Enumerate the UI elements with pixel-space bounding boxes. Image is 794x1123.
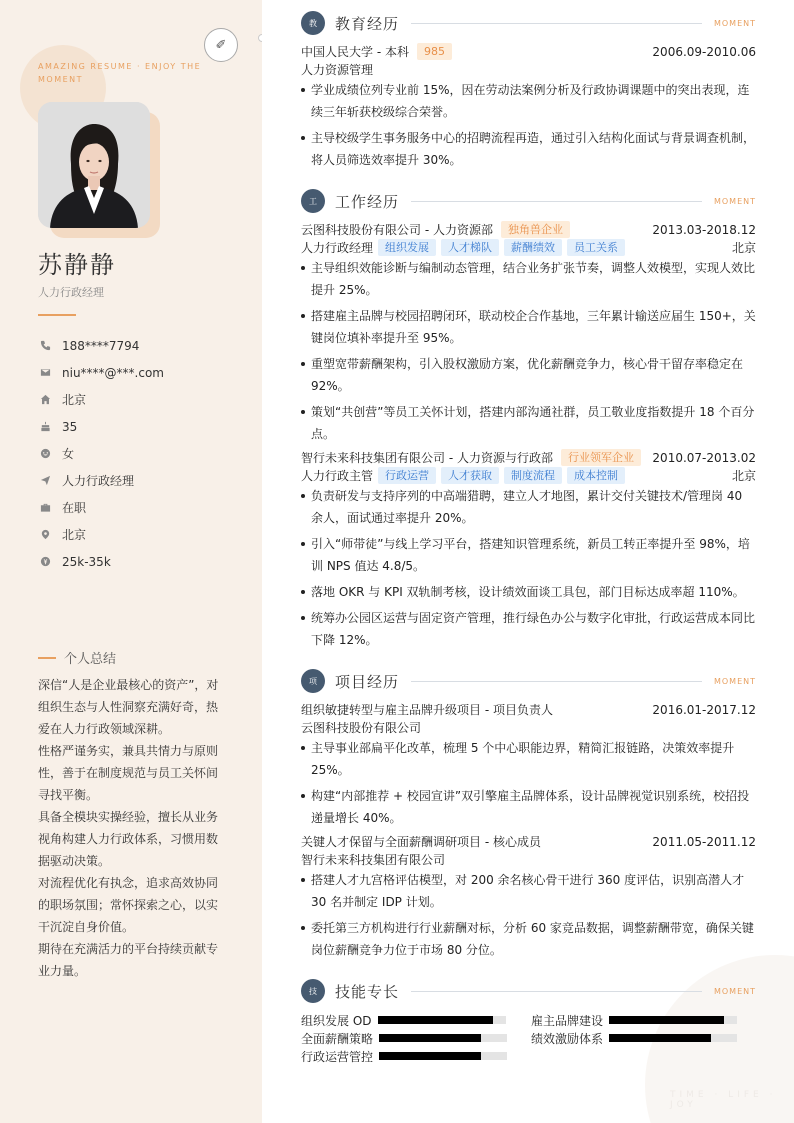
list-item: 主导校级学生事务服务中心的招聘流程再造，通过引入结构化面试与背景调查机制，将人员筛选效率提升 30%。 <box>301 127 756 171</box>
list-item: 搭建雇主品牌与校园招聘闭环，联动校企合作基地，三年累计输送应届生 150+，关键岗位填补率提升至 95%。 <box>301 305 756 349</box>
work-2-header-row <box>301 448 756 467</box>
section-title: 教育经历 <box>335 14 400 33</box>
summary-text <box>38 674 222 982</box>
info-residence <box>38 386 164 413</box>
skill-item <box>301 1011 506 1029</box>
education-date: 2006.09-2010.06 <box>652 44 756 59</box>
list-item: 负责研发与支持序列的中高端猎聘，建立人才地图，累计交付关键技术/管理岗 40 余人，面试通过率提升 20%。 <box>301 485 756 529</box>
project-date: 2011.05-2011.12 <box>652 834 756 849</box>
section-header-project <box>301 669 756 693</box>
accent-divider <box>38 314 76 316</box>
info-gender <box>38 440 164 467</box>
target-position: 人力行政经理 <box>62 474 135 488</box>
skill-tag: 行政运营 <box>378 467 436 484</box>
portrait-image <box>38 102 150 228</box>
avatar <box>38 102 150 228</box>
info-salary <box>38 548 164 575</box>
list-item: 搭建人才九宫格评估模型，对 200 余名核心骨干进行 360 度评估，识别高潜人才 30 名并制定 IDP 计划。 <box>301 869 756 913</box>
skill-name: 行政运营管控 <box>301 1049 374 1064</box>
candidate-name: 苏静静 <box>38 251 116 279</box>
school-tag: 985 <box>417 43 452 60</box>
skill-tag: 组织发展 <box>378 239 436 256</box>
list-item: 委托第三方机构进行行业薪酬对标，分析 60 家竞品数据，调整薪酬带宽，确保关键岗位薪酬竞争力位于市场 80 分位。 <box>301 917 756 961</box>
skill-name: 组织发展 OD <box>301 1013 372 1028</box>
project-1-company-row <box>301 718 756 737</box>
section-header-work <box>301 189 756 213</box>
summary-title: 个人总结 <box>64 652 117 667</box>
section-moment-label: MOMENT <box>713 196 756 206</box>
skill-level-fill <box>609 1034 711 1042</box>
skill-tag: 制度流程 <box>504 467 562 484</box>
education-major-row <box>301 60 756 79</box>
info-target-city <box>38 521 164 548</box>
summary-paragraph: 性格严谨务实，兼具共情力与原则性，善于在制度规范与员工关怀间寻找平衡。 <box>38 744 219 802</box>
employment-status: 在职 <box>62 501 87 515</box>
summary-paragraph: 深信“人是企业最核心的资产”，对组织生态与人性洞察充满好奇，热爱在人力行政领域深耕。 <box>38 678 219 736</box>
work-2-bullets <box>301 485 756 655</box>
project-company: 智行未来科技集团有限公司 <box>301 853 446 867</box>
major: 人力资源管理 <box>301 63 374 77</box>
skill-level-bar <box>609 1016 737 1024</box>
project-date: 2016.01-2017.12 <box>652 702 756 717</box>
list-item: 构建“内部推荐 + 校园宣讲”双引擎雇主品牌体系，设计品牌视觉识别系统，校招投递量增长 40%。 <box>301 785 756 829</box>
project-2-company-row <box>301 850 756 869</box>
age-value: 35 <box>62 419 78 434</box>
project-2-bullets <box>301 869 756 965</box>
skill-level-fill <box>379 1034 481 1042</box>
list-item: 引入“师带徒”与线上学习平台，搭建知识管理系统，新员工转正率提升至 98%，培训 NPS 值达 4.8/5。 <box>301 533 756 577</box>
target-city: 北京 <box>62 528 87 542</box>
skill-item <box>531 1029 737 1047</box>
section-divider <box>411 681 702 682</box>
skill-item <box>301 1047 507 1065</box>
summary-paragraph: 对流程优化有执念，追求高效协同的职场氛围；常怀探索之心，以实干沉淀自身价值。 <box>38 876 219 934</box>
project-2-header-row <box>301 832 756 851</box>
salary-icon <box>38 555 52 569</box>
phone-number: 188****7794 <box>62 338 140 353</box>
section-title: 工作经历 <box>335 192 400 211</box>
work-city: 北京 <box>731 241 756 255</box>
job-role: 人力行政主管 <box>301 469 374 483</box>
expected-salary: 25k-35k <box>62 554 111 569</box>
candidate-title: 人力行政经理 <box>38 286 104 299</box>
contact-info-list <box>38 332 164 575</box>
info-age <box>38 413 164 440</box>
work-1-role-row <box>301 238 756 257</box>
pen-logo-icon: ✐ <box>204 28 238 62</box>
work-date: 2013.03-2018.12 <box>652 222 756 237</box>
job-role: 人力行政经理 <box>301 241 374 255</box>
work-2-role-row <box>301 466 756 485</box>
list-item: 落地 OKR 与 KPI 双轨制考核，设计绩效面谈工具包，部门目标达成率超 110%。 <box>301 581 756 603</box>
home-icon <box>38 393 52 407</box>
project-1-header-row <box>301 700 756 719</box>
skill-tag: 员工关系 <box>567 239 625 256</box>
skill-level-bar <box>379 1052 507 1060</box>
summary-paragraph: 具备全模块实操经验，擅长从业务视角构建人力行政体系，习惯用数据驱动决策。 <box>38 810 219 868</box>
skill-level-fill <box>609 1016 724 1024</box>
education-bullets <box>301 79 756 175</box>
cake-icon <box>38 420 52 434</box>
skill-level-bar <box>609 1034 737 1042</box>
skill-name: 绩效激励体系 <box>531 1031 604 1046</box>
section-header-skills <box>301 979 756 1003</box>
info-target-position <box>38 467 164 494</box>
section-header-education <box>301 11 756 35</box>
info-email <box>38 359 164 386</box>
company-tag: 独角兽企业 <box>501 221 570 238</box>
skill-name: 全面薪酬策略 <box>301 1031 374 1046</box>
company-name: 智行未来科技集团有限公司 - 人力资源与行政部 <box>301 451 553 465</box>
decorative-watermark: TIME · LIFE · JOY <box>670 1090 777 1110</box>
work-date: 2010.07-2013.02 <box>652 450 756 465</box>
project-name: 组织敏捷转型与雇主品牌升级项目 - 项目负责人 <box>301 703 553 717</box>
skill-tag: 薪酬绩效 <box>504 239 562 256</box>
info-phone <box>38 332 164 359</box>
work-1-header-row <box>301 220 756 239</box>
skill-tag: 成本控制 <box>567 467 625 484</box>
list-item: 策划“共创营”等员工关怀计划，搭建内部沟通社群，员工敬业度指数提升 18 个百分点。 <box>301 401 756 445</box>
project-company: 云图科技股份有限公司 <box>301 721 422 735</box>
project-section-icon: 项 <box>301 669 325 693</box>
gender-icon <box>38 447 52 461</box>
work-city: 北京 <box>731 469 756 483</box>
skill-item <box>531 1011 737 1029</box>
section-divider <box>411 991 702 992</box>
gender-value: 女 <box>62 447 75 461</box>
company-name: 云图科技股份有限公司 - 人力资源部 <box>301 223 493 237</box>
education-header-row <box>301 42 756 61</box>
location-pin-icon <box>38 528 52 542</box>
phone-icon <box>38 339 52 353</box>
section-moment-label: MOMENT <box>713 676 756 686</box>
company-tag: 行业领军企业 <box>561 449 641 466</box>
project-name: 关键人才保留与全面薪酬调研项目 - 核心成员 <box>301 835 541 849</box>
sidebar <box>0 0 262 1123</box>
section-divider <box>411 23 702 24</box>
mail-icon <box>38 366 52 380</box>
list-item: 主导组织效能诊断与编制动态管理，结合业务扩张节奏，调整人效模型，实现人效比提升 25%。 <box>301 257 756 301</box>
skill-level-bar <box>379 1034 507 1042</box>
list-item: 学业成绩位列专业前 15%，因在劳动法案例分析及行政协调课题中的突出表现，连续三年斩获校级综合荣誉。 <box>301 79 756 123</box>
list-item: 统筹办公园区运营与固定资产管理，推行绿色办公与数字化审批，行政运营成本同比下降 12%。 <box>301 607 756 651</box>
section-moment-label: MOMENT <box>713 986 756 996</box>
skill-item <box>301 1029 507 1047</box>
skill-level-fill <box>379 1052 481 1060</box>
skills-section-icon: 技 <box>301 979 325 1003</box>
skill-tag: 人才梯队 <box>441 239 499 256</box>
list-item: 主导事业部扁平化改革，梳理 5 个中心职能边界，精简汇报链路，决策效率提升 25%。 <box>301 737 756 781</box>
skill-level-fill <box>378 1016 493 1024</box>
section-divider <box>411 201 702 202</box>
section-moment-label: MOMENT <box>713 18 756 28</box>
summary-paragraph: 期待在充满活力的平台持续贡献专业力量。 <box>38 942 219 978</box>
summary-header <box>38 648 116 667</box>
summary-accent-bar <box>38 657 56 659</box>
skill-name: 雇主品牌建设 <box>531 1013 604 1028</box>
residence-city: 北京 <box>62 393 87 407</box>
tagline: AMAZING RESUME · ENJOY THE MOMENT <box>38 62 202 84</box>
school-name: 中国人民大学 - 本科 <box>301 45 409 59</box>
skill-tag: 人才获取 <box>441 467 499 484</box>
email-address: niu****@***.com <box>62 365 164 380</box>
briefcase-icon <box>38 501 52 515</box>
section-title: 项目经历 <box>335 672 400 691</box>
work-1-bullets <box>301 257 756 449</box>
main-content <box>262 0 794 1123</box>
info-status <box>38 494 164 521</box>
skill-level-bar <box>378 1016 506 1024</box>
education-section-icon: 教 <box>301 11 325 35</box>
list-item: 重塑宽带薪酬架构，引入股权激励方案，优化薪酬竞争力，核心骨干留存率稳定在 92%。 <box>301 353 756 397</box>
section-title: 技能专长 <box>335 982 400 1001</box>
project-1-bullets <box>301 737 756 833</box>
send-icon <box>38 474 52 488</box>
work-section-icon: 工 <box>301 189 325 213</box>
